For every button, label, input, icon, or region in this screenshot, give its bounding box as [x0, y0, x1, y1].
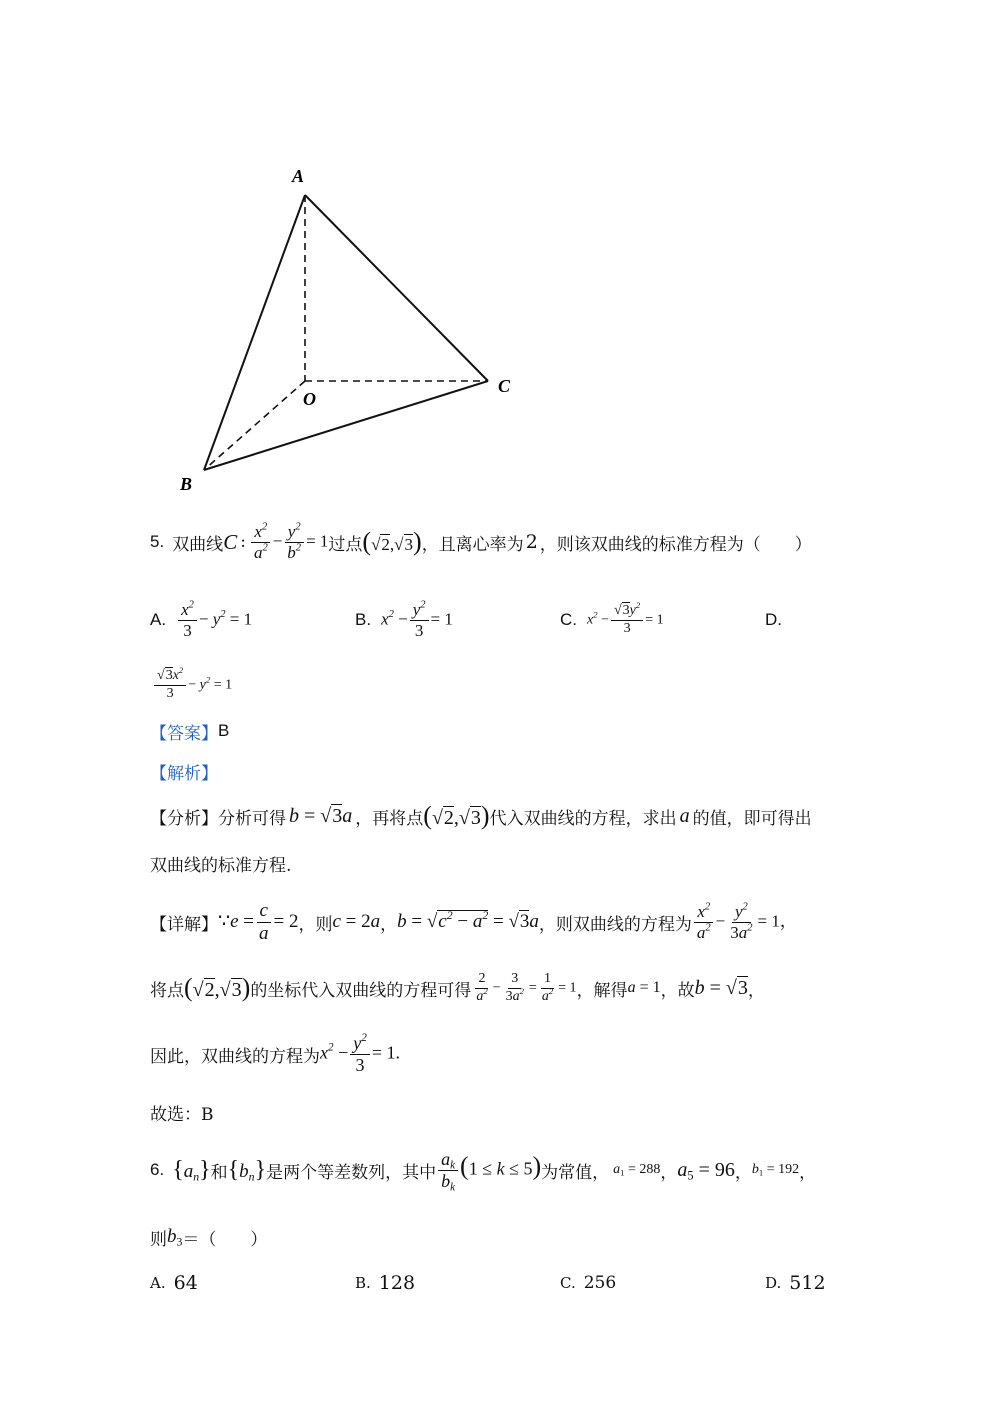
- q5-option-a[interactable]: A. $\frac{x^2}{3}$ − $y^2 = 1$: [150, 599, 253, 640]
- q5-equation: $\frac{x^2}{a^2}$ − $\frac{y^2}{b^2}$ = 1: [249, 523, 328, 562]
- q5-stem: 5. 双曲线 C : $\frac{x^2}{a^2}$ − $\frac{y^2}{b^2}$ = 1 过点 (√2,√3) ，且离心率为 2 ，则该双曲线的标准方程为（ ）: [150, 521, 812, 562]
- q5-e-value: 2: [525, 531, 538, 553]
- edge-AB: [204, 195, 305, 470]
- edge-OB: [204, 381, 305, 470]
- q6-option-b[interactable]: B. 128: [355, 1272, 416, 1294]
- q5-option-a-formula: $\frac{x^2}{3}$ − $y^2 = 1$: [176, 601, 252, 640]
- q6-option-c[interactable]: C. 256: [560, 1273, 617, 1293]
- q5-tail: ，则该双曲线的标准方程为（ ）: [539, 534, 812, 555]
- tetrahedron-figure: [170, 160, 530, 500]
- label-O: O: [303, 389, 316, 409]
- q5-point: (√2,√3): [362, 527, 422, 556]
- q6-number: 6.: [150, 1160, 165, 1179]
- q5-detail-line2: 将点 (√2,√3) 的坐标代入双曲线的方程可得 $\frac{2}{a^2}$ − $\frac{3}{3a^2}$ = $\frac{1}{a^2}$ = 1 ，解得 a = 1 ，故 b = √3 ，: [150, 970, 765, 1004]
- q5-option-b-formula: $x^2$ − $\frac{y^2}{3}$ = 1: [381, 599, 453, 640]
- q5-analysis-tag: 【解析】: [150, 763, 218, 784]
- edge-AC: [305, 195, 488, 381]
- q5-fenxi: 【分析】 分析可得 b = √3a ，再将点 (√2,√3) 代入双曲线的方程，求出 a 的值，即可得出: [150, 801, 812, 830]
- q6-option-d[interactable]: D. 512: [765, 1272, 826, 1294]
- edge-BC: [204, 381, 488, 470]
- q5-option-d[interactable]: D.: [765, 610, 782, 629]
- q5-mid-text: ，且离心率为: [421, 534, 524, 555]
- q6-stem: 6. $\{a_n\}$ 和 $\{b_n\}$ 是两个等差数列，其中 $\frac{a_k}{b_k}$ (1 ≤ k ≤ 5) 为常值， $a_1 = 288$ ， $a_5 = 96$ ， $b_1 = 192$ ，: [150, 1148, 817, 1193]
- q6-line2: 则 $b_3$ ＝（ ）: [150, 1226, 268, 1250]
- q5-detail-line3: 因此，双曲线的方程为 $x^2$ − $\frac{y^2}{3}$ = 1.: [150, 1031, 400, 1075]
- q5-option-d-formula: $\frac{√3x^2}{3}$ − $y^2 = 1$: [152, 662, 232, 708]
- q5-answer: 【答案】 B: [150, 721, 230, 744]
- q5-stem-prefix: 双曲线: [172, 534, 224, 555]
- q5-detail: 【详解】 ∵e = $\frac{c}{a}$ = 2 ，则 c = 2a ， $b = √c^2 - a^2 = √3a$ ，则双曲线的方程为 $\frac{x^2}{a^2}$ − $\frac{y^2}{3a^2}$ = 1，: [150, 899, 797, 944]
- q5-option-c[interactable]: C. $x^2$ − $\frac{√3y^2}{3}$ = 1: [560, 599, 664, 636]
- q6-option-a[interactable]: A. 64: [150, 1272, 198, 1294]
- q5-choose: 故选：B: [150, 1105, 214, 1125]
- q5-curve: C: [223, 529, 238, 554]
- q5-number: 5.: [150, 532, 165, 551]
- label-B: B: [180, 474, 193, 494]
- label-C: C: [498, 376, 511, 396]
- q5-option-c-formula: $x^2$ − $\frac{√3y^2}{3}$ = 1: [587, 599, 664, 636]
- q5-fenxi-line2: 双曲线的标准方程.: [150, 856, 292, 876]
- q5-after-eq: 过点: [328, 534, 363, 555]
- label-A: A: [292, 166, 305, 186]
- q5-option-b[interactable]: B. $x^2$ − $\frac{y^2}{3}$ = 1: [355, 599, 453, 640]
